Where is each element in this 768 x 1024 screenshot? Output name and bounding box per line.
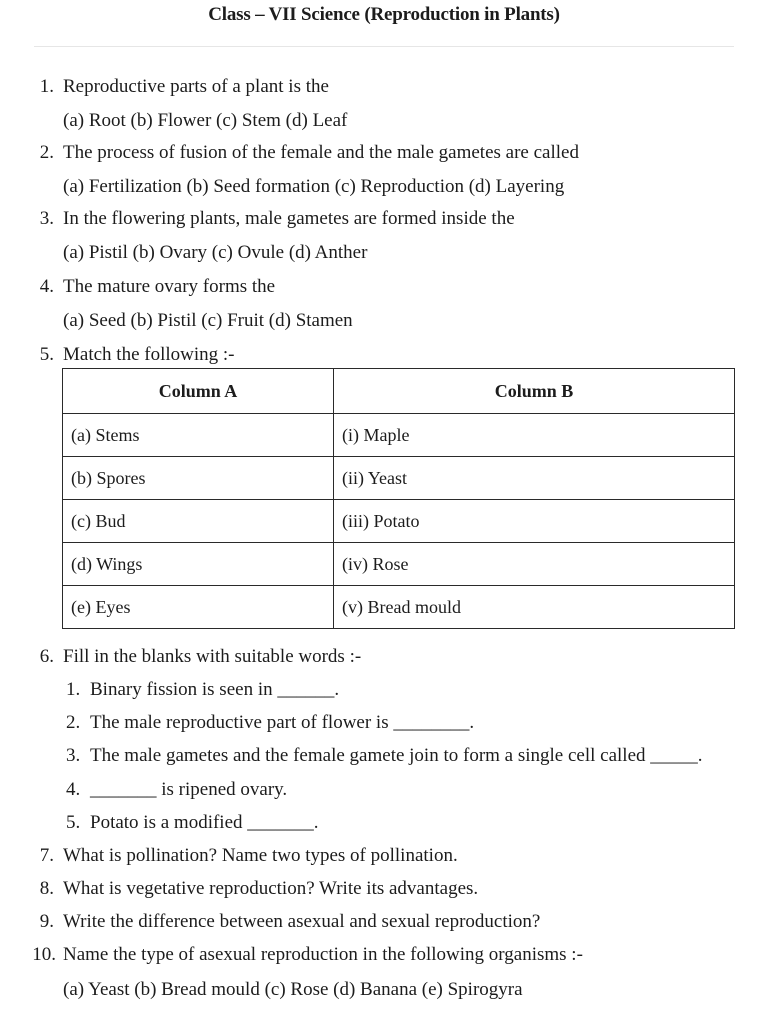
question-text: The process of fusion of the female and the male gametes are called bbox=[63, 142, 579, 163]
question-3-options: (a) Pistil (b) Ovary (c) Ovule (d) Anther bbox=[63, 242, 368, 263]
column-b-cell: (ii) Yeast bbox=[334, 457, 735, 500]
question-number: 2. bbox=[39, 142, 54, 163]
column-a-cell: (c) Bud bbox=[63, 500, 334, 543]
match-table bbox=[62, 368, 735, 629]
question-10-options: (a) Yeast (b) Bread mould (c) Rose (d) Banana (e) Spirogyra bbox=[63, 979, 523, 1000]
question-text: In the flowering plants, male gametes are formed inside the bbox=[63, 208, 515, 229]
page-title: Class – VII Science (Reproduction in Plants) bbox=[208, 4, 560, 25]
table-row bbox=[63, 414, 735, 457]
question-number: 7. bbox=[39, 845, 54, 866]
question-number: 9. bbox=[39, 911, 54, 932]
item-number: 2. bbox=[66, 712, 81, 733]
title-divider bbox=[34, 46, 734, 47]
question-4-options: (a) Seed (b) Pistil (c) Fruit (d) Stamen bbox=[63, 310, 353, 331]
question-text: What is pollination? Name two types of pollination. bbox=[63, 845, 458, 866]
question-number: 5. bbox=[39, 344, 54, 365]
question-text: Write the difference between asexual and sexual reproduction? bbox=[63, 911, 541, 932]
question-2-options: (a) Fertilization (b) Seed formation (c) Reproduction (d) Layering bbox=[63, 176, 565, 197]
question-number: 6. bbox=[39, 646, 54, 667]
question-text: Name the type of asexual reproduction in the following organisms :- bbox=[63, 944, 583, 965]
item-number: 4. bbox=[66, 779, 81, 800]
table-row bbox=[63, 500, 735, 543]
item-text: Binary fission is seen in ______. bbox=[90, 679, 340, 700]
column-b-cell: (iv) Rose bbox=[334, 543, 735, 586]
table-row bbox=[63, 457, 735, 500]
question-number: 3. bbox=[39, 208, 54, 229]
question-text: Fill in the blanks with suitable words :- bbox=[63, 646, 362, 667]
item-number: 1. bbox=[66, 679, 81, 700]
question-number: 4. bbox=[39, 276, 54, 297]
question-text: Match the following :- bbox=[63, 344, 235, 365]
item-text: The male gametes and the female gamete join to form a single cell called _____. bbox=[90, 745, 703, 766]
question-text: Reproductive parts of a plant is the bbox=[63, 76, 329, 97]
column-b-cell: (iii) Potato bbox=[334, 500, 735, 543]
item-text: Potato is a modified _______. bbox=[90, 812, 319, 833]
question-text: What is vegetative reproduction? Write its advantages. bbox=[63, 878, 479, 899]
table-header-row bbox=[63, 369, 735, 414]
table-row bbox=[63, 543, 735, 586]
item-text: _______ is ripened ovary. bbox=[90, 779, 288, 800]
column-a-cell: (b) Spores bbox=[63, 457, 334, 500]
column-a-cell: (a) Stems bbox=[63, 414, 334, 457]
table-row bbox=[63, 586, 735, 629]
question-text: The mature ovary forms the bbox=[63, 276, 276, 297]
column-a-header: Column A bbox=[63, 369, 334, 414]
item-text: The male reproductive part of flower is ________. bbox=[90, 712, 475, 733]
column-b-cell: (v) Bread mould bbox=[334, 586, 735, 629]
item-number: 5. bbox=[66, 812, 81, 833]
column-a-cell: (d) Wings bbox=[63, 543, 334, 586]
column-b-cell: (i) Maple bbox=[334, 414, 735, 457]
question-1-options: (a) Root (b) Flower (c) Stem (d) Leaf bbox=[63, 110, 348, 131]
item-number: 3. bbox=[66, 745, 81, 766]
column-b-header: Column B bbox=[334, 369, 735, 414]
question-number: 1. bbox=[39, 76, 54, 97]
question-number: 8. bbox=[39, 878, 54, 899]
column-a-cell: (e) Eyes bbox=[63, 586, 334, 629]
question-number: 10. bbox=[32, 944, 56, 965]
